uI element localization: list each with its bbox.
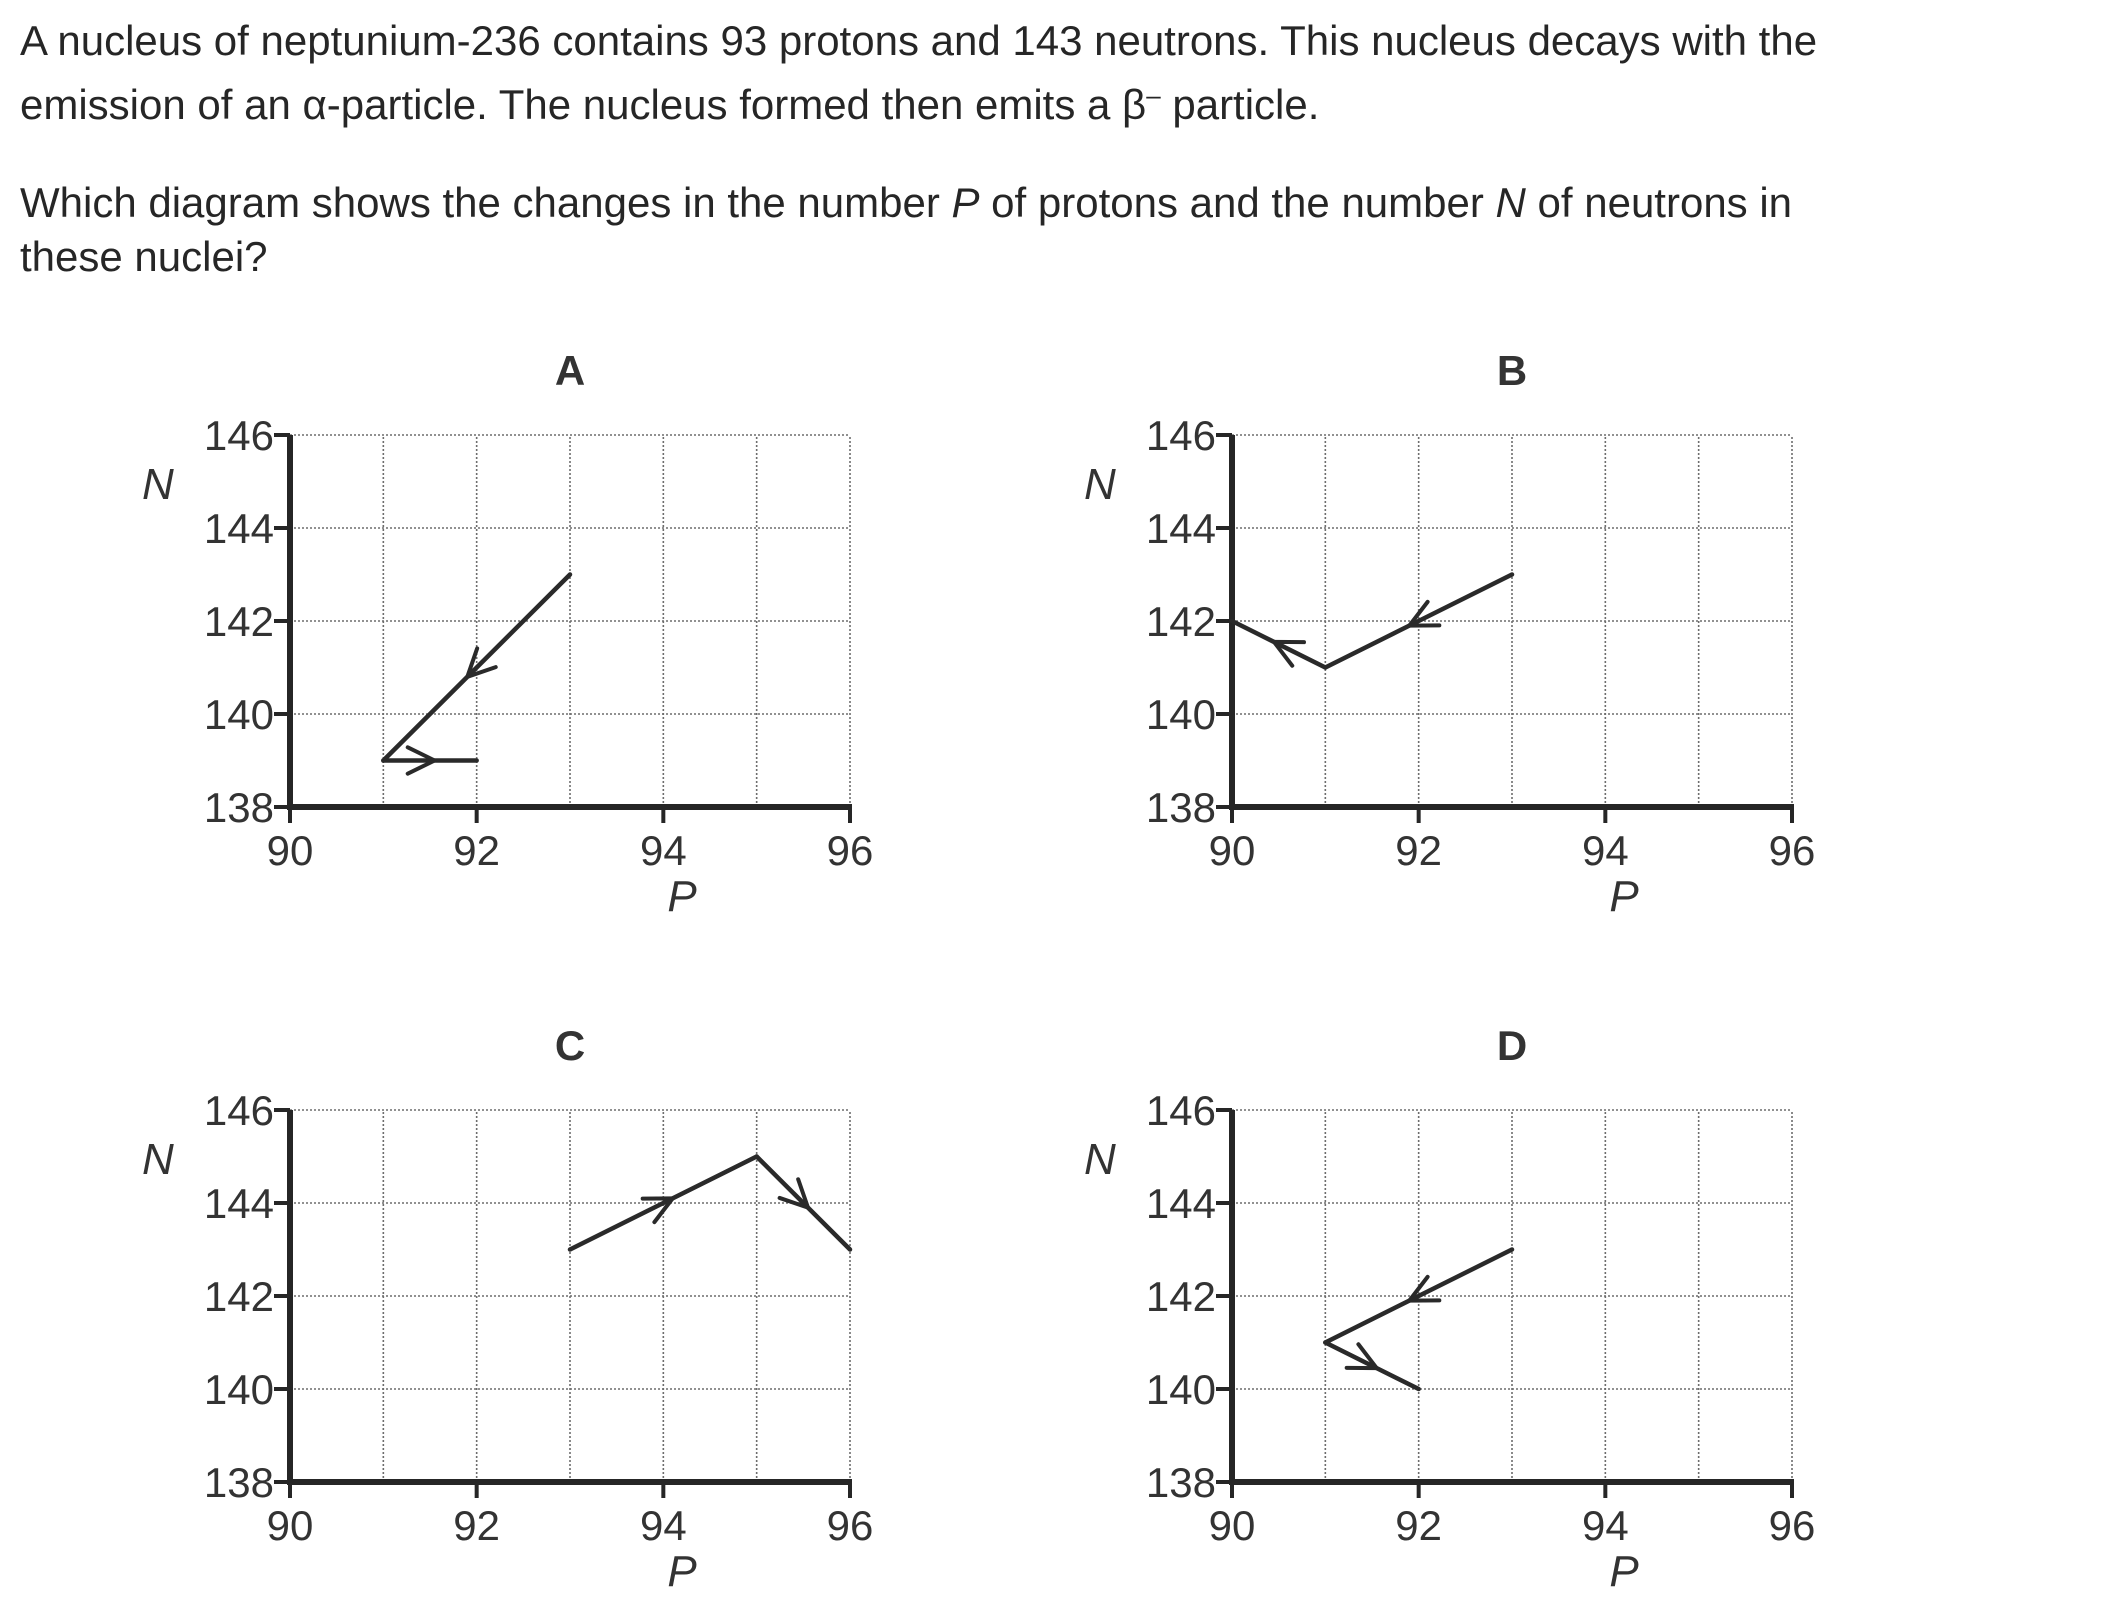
- question-line-1: A nucleus of neptunium-236 contains 93 protons and 143 neutrons. This nucleus decays with the: [20, 17, 1818, 64]
- panel-label-b: B: [1496, 347, 1528, 394]
- chart-a: [142, 347, 873, 921]
- y-tick-label: 146: [1145, 1087, 1216, 1134]
- y-tick-label: 146: [203, 412, 274, 459]
- y-tick-label: 140: [203, 1366, 274, 1413]
- y-tick-label: 142: [203, 598, 274, 645]
- x-tick-label: 96: [1768, 1502, 1816, 1549]
- symbol-n: N: [1495, 179, 1526, 226]
- question-line-4: these nuclei?: [20, 233, 268, 280]
- chart-b: [1084, 347, 1815, 921]
- x-tick-label: 94: [639, 1502, 687, 1549]
- decay-path-segment: [1325, 1343, 1418, 1390]
- y-axis-label: N: [142, 1135, 174, 1184]
- x-tick-label: 96: [1768, 827, 1816, 874]
- y-axis-label: N: [1084, 1135, 1116, 1184]
- panel-label-d: D: [1496, 1022, 1528, 1069]
- y-tick-label: 138: [203, 1459, 274, 1506]
- y-tick-label: 144: [203, 505, 274, 552]
- x-tick-label: 90: [1208, 827, 1256, 874]
- y-tick-label: 140: [203, 691, 274, 738]
- x-axis-label: P: [1609, 1547, 1639, 1596]
- y-tick-label: 142: [1145, 1273, 1216, 1320]
- x-tick-label: 90: [266, 827, 314, 874]
- y-tick-label: 146: [203, 1087, 274, 1134]
- y-tick-label: 138: [1145, 784, 1216, 831]
- x-tick-label: 92: [1395, 1502, 1443, 1549]
- x-tick-label: 94: [1581, 1502, 1629, 1549]
- y-tick-label: 142: [1145, 598, 1216, 645]
- x-tick-label: 94: [639, 827, 687, 874]
- chart-c: [142, 1022, 873, 1596]
- x-tick-label: 92: [453, 1502, 501, 1549]
- question-line-2-b: -particle. The nucleus formed then emits a: [326, 81, 1123, 128]
- question-line-3-b: of protons and the number: [979, 179, 1496, 226]
- decay-path-segment: [1232, 621, 1325, 668]
- symbol-p: P: [951, 179, 980, 226]
- x-tick-label: 92: [453, 827, 501, 874]
- panel-label-c: C: [554, 1022, 586, 1069]
- y-tick-label: 142: [203, 1273, 274, 1320]
- x-tick-label: 96: [826, 1502, 874, 1549]
- beta-superscript: –: [1146, 80, 1161, 110]
- y-axis-label: N: [142, 460, 174, 509]
- x-tick-label: 94: [1581, 827, 1629, 874]
- x-axis-label: P: [667, 1547, 697, 1596]
- x-tick-label: 92: [1395, 827, 1443, 874]
- question-line-3-c: of neutrons in: [1525, 179, 1793, 226]
- y-tick-label: 144: [1145, 505, 1216, 552]
- question-line-2-c: particle.: [1160, 81, 1320, 128]
- y-tick-label: 144: [1145, 1180, 1216, 1227]
- x-tick-label: 90: [1208, 1502, 1256, 1549]
- x-tick-label: 96: [826, 827, 874, 874]
- y-tick-label: 144: [203, 1180, 274, 1227]
- y-tick-label: 140: [1145, 1366, 1216, 1413]
- y-tick-label: 146: [1145, 412, 1216, 459]
- chart-d: [1084, 1022, 1815, 1596]
- y-tick-label: 138: [203, 784, 274, 831]
- question-line-3-a: Which diagram shows the changes in the number: [20, 179, 952, 226]
- y-tick-label: 138: [1145, 1459, 1216, 1506]
- y-tick-label: 140: [1145, 691, 1216, 738]
- x-tick-label: 90: [266, 1502, 314, 1549]
- panel-label-a: A: [554, 347, 586, 394]
- alpha-symbol: α: [302, 81, 327, 128]
- x-axis-label: P: [1609, 872, 1639, 921]
- beta-symbol: β: [1122, 81, 1147, 128]
- x-axis-label: P: [667, 872, 697, 921]
- question-line-2-a: emission of an: [20, 81, 303, 128]
- y-axis-label: N: [1084, 460, 1116, 509]
